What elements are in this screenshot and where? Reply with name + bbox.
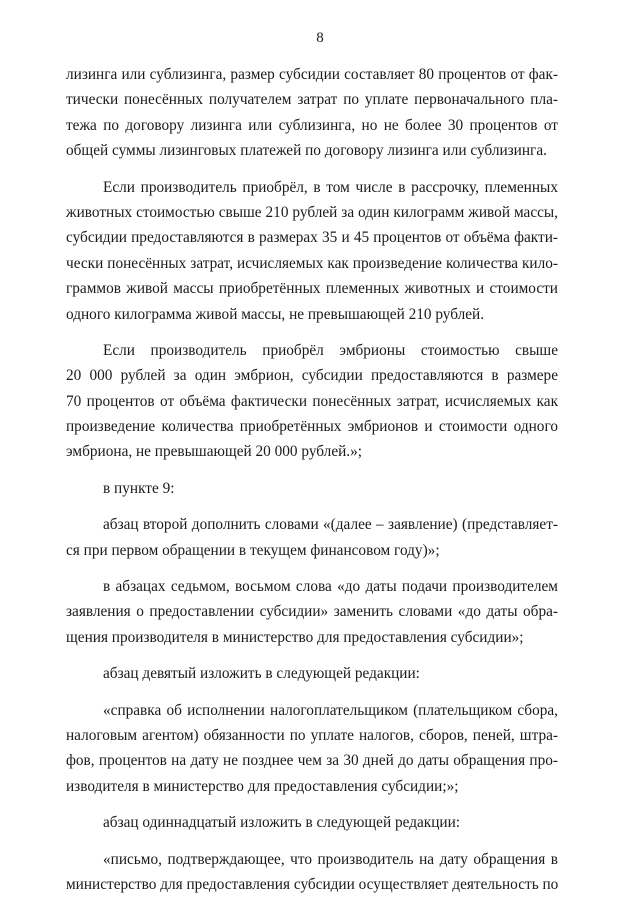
paragraph xyxy=(66,847,558,898)
text-line: щения производителя в министерство для предоставления субсидии»; xyxy=(66,628,524,646)
paragraph xyxy=(66,810,558,835)
text-line: субсидии предоставляются в размерах 35 и 45 процентов от объёма факти- xyxy=(66,229,558,247)
paragraph xyxy=(66,476,558,501)
text-line: Если производитель приобрёл, в том числе в рассрочку, племенных xyxy=(103,178,558,196)
paragraph xyxy=(66,338,558,465)
text-line: лизинга или сублизинга, размер субсидии составляет 80 процентов от фак- xyxy=(66,66,558,83)
text-line: 20 000 рублей за один эмбрион, субсидии предоставляются в размере xyxy=(66,367,558,385)
text-line: одного килограмма живой массы, не превышающей 210 рублей. xyxy=(66,305,485,323)
text-line: «справка об исполнении налогоплательщиком (плательщиком сбора, xyxy=(103,701,558,719)
text-line: тически понесённых получателем затрат по уплате первоначального пла- xyxy=(66,91,558,109)
paragraph xyxy=(66,661,558,686)
text-line: «письмо, подтверждающее, что производитель на дату обращения в xyxy=(103,850,558,868)
paragraph xyxy=(66,574,558,650)
text-line: абзац второй дополнить словами «(далее – заявление) (представляет- xyxy=(103,516,558,534)
text-line: в абзацах седьмом, восьмом слова «до даты подачи производителем xyxy=(103,578,558,596)
paragraph xyxy=(66,512,558,563)
text-line: общей суммы лизинговых платежей по договору лизинга или сублизинга. xyxy=(66,142,547,160)
text-line: абзац одиннадцатый изложить в следующей редакции: xyxy=(103,814,461,832)
text-line: заявления о предоставлении субсидии» заменить словами «до даты обра- xyxy=(66,603,558,621)
document-body xyxy=(66,62,558,908)
page-number: 8 xyxy=(316,30,324,46)
text-line: налоговым агентом) обязанности по уплате налогов, сборов, пеней, штра- xyxy=(66,726,558,744)
paragraph xyxy=(66,175,558,327)
text-line: 70 процентов от объёма фактически понесённых затрат, исчисляемых как xyxy=(66,392,558,410)
text-line: в пункте 9: xyxy=(103,479,175,497)
paragraph xyxy=(66,62,558,164)
text-line: абзац девятый изложить в следующей редакции: xyxy=(103,665,420,683)
text-line: министерство для предоставления субсидии осуществляет деятельность по xyxy=(66,875,559,893)
paragraph xyxy=(66,698,558,800)
text-line: эмбриона, не превышающей 20 000 рублей.»; xyxy=(66,443,363,461)
text-line: Если производитель приобрёл эмбрионы стоимостью свыше xyxy=(103,341,558,359)
text-line: тежа по договору лизинга или сублизинга, но не более 30 процентов от xyxy=(66,116,558,134)
text-line: изводителя в министерство для предоставления субсидии;»; xyxy=(66,777,459,795)
text-line: чески понесённых затрат, исчисляемых как произведение количества кило- xyxy=(66,254,558,272)
text-line: животных стоимостью свыше 210 рублей за один килограмм живой массы, xyxy=(66,203,558,221)
text-line: произведение количества приобретённых эмбрионов и стоимости одного xyxy=(66,418,558,436)
text-line: граммов живой массы приобретённых племенных животных и стоимости xyxy=(66,280,558,298)
text-line: фов, процентов на дату не позднее чем за 30 дней до даты обращения про- xyxy=(66,752,558,770)
text-line: ся при первом обращении в текущем финансовом году)»; xyxy=(66,541,440,559)
